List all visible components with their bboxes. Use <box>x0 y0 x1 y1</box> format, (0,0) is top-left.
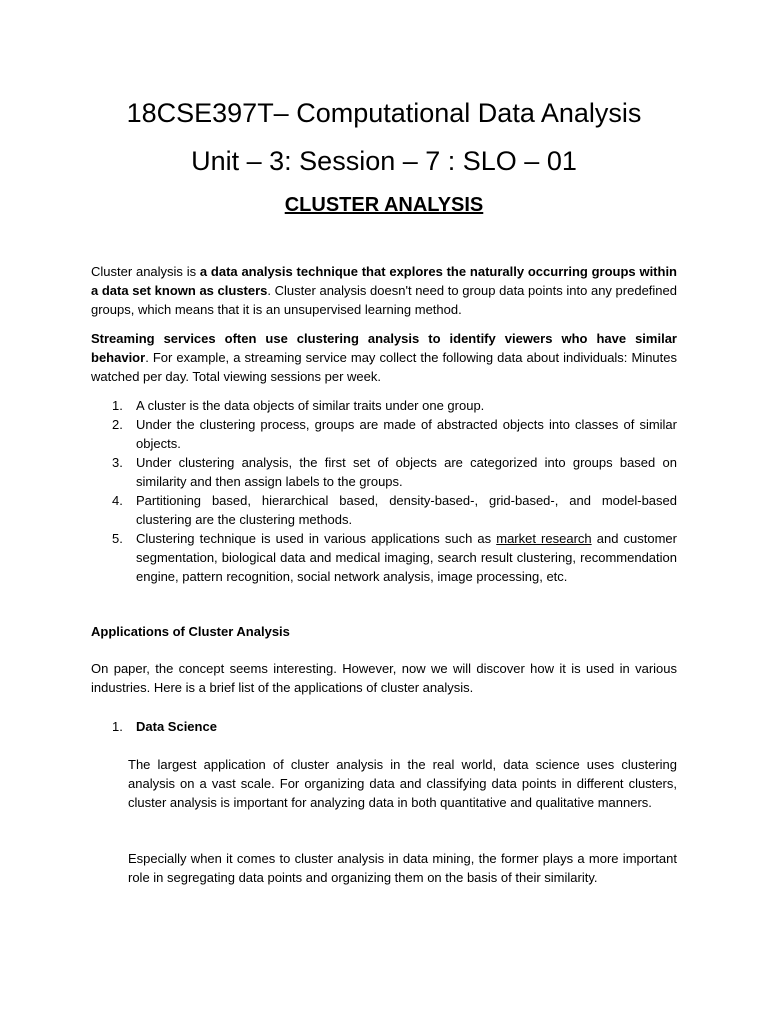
list-item-text: and customer segmentation, biological data and medical imaging, search result clustering, recommendation engine, pattern recognition, social network analysis, image processing, etc. <box>136 531 677 584</box>
list-number: 4. <box>112 493 123 508</box>
list-item <box>91 453 677 491</box>
list-item <box>91 491 677 529</box>
list-item <box>91 529 677 586</box>
intro-p2-bold: Streaming services often use clustering analysis to identify viewers who have similar behavior <box>91 331 677 365</box>
data-science-paragraph-1: The largest application of cluster analysis in the real world, data science uses clustering analysis on a vast scale. For organizing data and classifying data points in different clusters, cluster analysis is important for analyzing data in both quantitative and qualitative manners. <box>128 757 677 810</box>
list-number: 2. <box>112 417 123 432</box>
session-title: Unit – 3: Session – 7 : SLO – 01 <box>191 146 577 176</box>
intro-p2-text: . For example, a streaming service may collect the following data about individuals: Minutes watched per day. Total viewing sessions per week. <box>91 350 677 384</box>
list-number: 1. <box>112 719 123 734</box>
applications-heading: Applications of Cluster Analysis <box>91 624 290 639</box>
list-item <box>91 415 677 453</box>
key-points-list <box>91 396 677 586</box>
application-item-title: Data Science <box>136 719 217 734</box>
list-item-text: A cluster is the data objects of similar traits under one group. <box>136 398 485 413</box>
intro-p1-text-b: . Cluster analysis doesn't need to group data points into any predefined groups, which means that it is an unsupervised learning method. <box>91 283 677 317</box>
list-item-text: Partitioning based, hierarchical based, density-based-, grid-based-, and model-based clustering are the clustering methods. <box>136 493 677 527</box>
intro-p1-text-a: Cluster analysis is <box>91 264 200 279</box>
list-item <box>91 396 677 415</box>
topic-heading <box>0 192 768 218</box>
data-science-paragraph-2: Especially when it comes to cluster analysis in data mining, the former plays a more important role in segregating data points and organizing them on the basis of their similarity. <box>128 851 677 885</box>
application-item-data-science <box>112 717 217 736</box>
list-item-text: Clustering technique is used in various applications such as <box>136 531 497 546</box>
course-title: 18CSE397T– Computational Data Analysis <box>126 98 642 128</box>
market-research-link[interactable]: market research <box>496 531 592 546</box>
intro-p1-bold: a data analysis technique that explores the naturally occurring groups within a data set known as clusters <box>91 264 677 298</box>
topic-heading-text: CLUSTER ANALYSIS <box>284 194 484 216</box>
intro-paragraph-2 <box>91 329 677 386</box>
list-number: 3. <box>112 455 123 470</box>
list-number: 1. <box>112 398 123 413</box>
list-item-text: Under clustering analysis, the first set of objects are categorized into groups based on similarity and then assign labels to the groups. <box>136 455 677 489</box>
list-item-text: Under the clustering process, groups are made of abstracted objects into classes of similar objects. <box>136 417 677 451</box>
applications-intro: On paper, the concept seems interesting. However, now we will discover how it is used in various industries. Here is a brief list of the applications of cluster analysis. <box>91 661 677 695</box>
list-number: 5. <box>112 531 123 546</box>
intro-paragraph-1 <box>91 262 677 319</box>
